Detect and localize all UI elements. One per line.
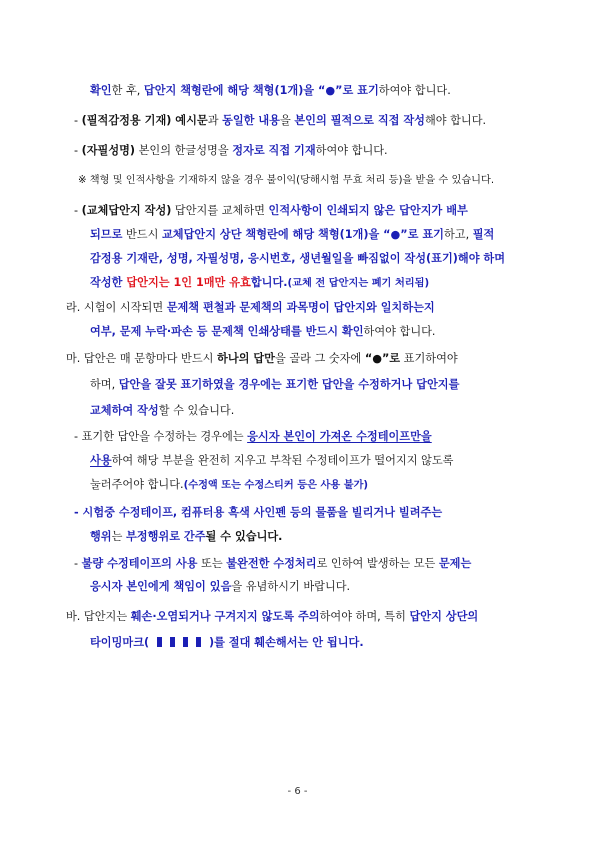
instruction-line: [90, 84, 451, 98]
highlight-text: 훼손·오염되거나 구겨지지 않도록 주의: [130, 610, 320, 623]
body-text: 반드시: [122, 228, 162, 241]
body-text: 하여야 합니다.: [363, 325, 436, 338]
highlight-text: 교체하여 작성: [90, 404, 159, 417]
highlight-text: (교체 전 답안지는 폐기 처리됨): [287, 278, 430, 289]
body-text: 을 골라 그 숫자에: [274, 352, 365, 365]
bold-text: 하나의 답만: [217, 352, 275, 365]
highlight-text: 교체답안지 상단 책형란에 해당 책형(1개)을 “●”로 표기: [161, 228, 444, 241]
body-text: 할 수 있습니다.: [158, 404, 235, 417]
body-text: 한 후,: [111, 84, 144, 97]
section-line: [66, 352, 458, 366]
underlined-highlight-text: 응시자 본인이 가져온 수정테이프만을: [247, 430, 432, 443]
section-line: [66, 610, 478, 624]
section-line: [66, 301, 435, 315]
body-text: 바. 답안지는: [66, 610, 131, 623]
body-text: 하여야 하며, 특히: [319, 610, 410, 623]
instruction-line: [90, 530, 282, 544]
highlight-text: 문제는: [438, 557, 472, 570]
body-text: 하고,: [443, 228, 473, 241]
body-text: 과: [207, 114, 223, 127]
highlight-text: 동일한 내용: [222, 114, 280, 127]
note-text: ※ 책형 및 인적사항을 기재하지 않을 경우 불이익(당해시험 무효 처리 등)을 받을 수 있습니다.: [78, 175, 495, 186]
highlight-text: (수정액 또는 수정스티커 등은 사용 불가): [183, 480, 369, 491]
highlight-text: 부정행위로 간주: [126, 530, 206, 543]
highlight-text: 응시자 본인에게 책임이 있음: [90, 580, 232, 593]
highlight-text: 확인: [90, 84, 112, 97]
bold-text: 될 수 있습니다.: [205, 530, 283, 543]
bullet-dash: -: [74, 204, 82, 217]
underlined-highlight-text: 사용: [90, 454, 112, 467]
bullet-dash: -: [74, 114, 82, 127]
bullet-dash: -: [74, 557, 82, 570]
highlight-text: 답안지 상단의: [409, 610, 479, 623]
bold-text: (필적감정용 기재) 예시문: [81, 114, 208, 127]
body-text: 하여야 합니다.: [315, 144, 388, 157]
body-text: 마. 답안은 매 문항마다 반드시: [66, 352, 218, 365]
highlight-text: 인적사항이 인쇄되지 않은 답안지가 배부: [268, 204, 468, 217]
body-text: 는: [111, 530, 126, 543]
body-text: 눌러주어야 합니다.: [90, 478, 184, 491]
instruction-line: [74, 144, 388, 158]
bold-text: “●”로: [364, 352, 401, 365]
body-text: 하여 해당 부분을 완전히 지우고 부착된 수정테이프가 떨어지지 않도록: [111, 454, 454, 467]
timing-mark-icon: [153, 636, 205, 649]
highlight-text: 행위: [90, 530, 112, 543]
highlight-text: 되므로: [90, 228, 123, 241]
instruction-line: [90, 580, 350, 594]
highlight-text: 본인의 필적으로 직접 작성: [294, 114, 425, 127]
body-text: 하며,: [90, 378, 119, 391]
instruction-line: [74, 114, 486, 128]
instruction-line: [90, 276, 429, 291]
instruction-line: [90, 228, 494, 242]
instruction-line: [74, 204, 468, 218]
section-line: [90, 325, 436, 339]
highlight-text: 필적: [472, 228, 495, 241]
instruction-line: [74, 506, 442, 520]
section-line: [90, 636, 364, 650]
body-text: 표기하여야: [400, 352, 458, 365]
note-line: [78, 174, 494, 188]
body-text: 로 인하여 발생하는 모든: [316, 557, 439, 570]
highlight-text: 불량 수정테이프의 사용: [81, 557, 198, 570]
highlight-text: 감정용 기재란, 성명, 자필성명, 응시번호, 생년월일을 빠짐없이 작성(표기)해야 하며: [90, 252, 506, 265]
instruction-line: [90, 454, 453, 468]
highlight-text: 타이밍마크(: [90, 636, 150, 649]
body-text: 라. 시험이 시작되면: [66, 301, 167, 314]
highlight-text: 문제책 편철과 문제책의 과목명이 답안지와 일치하는지: [166, 301, 435, 314]
body-text: 하여야 합니다.: [378, 84, 451, 97]
instruction-line: [90, 478, 368, 493]
highlight-text: )를 절대 훼손해서는 안 됩니다.: [208, 636, 364, 649]
section-line: [90, 404, 234, 418]
highlight-text: 답안지 책형란에 해당 책형(1개)을 “●”로 표기: [143, 84, 379, 97]
instruction-line: [90, 252, 505, 266]
body-text: 본인의 한글성명을: [135, 144, 233, 157]
highlight-text: 여부, 문제 누락·파손 등 문제책 인쇄상태를 반드시 확인: [90, 325, 364, 338]
body-text: 답안지를 교체하면: [171, 204, 269, 217]
warning-text: 답안지는 1인 1매만 유효: [126, 276, 251, 289]
highlight-text: 불완전한 수정처리: [226, 557, 317, 570]
page-number: - 6 -: [287, 786, 308, 797]
body-text: 해야 합니다.: [424, 114, 487, 127]
body-text: - 표기한 답안을 수정하는 경우에는: [74, 430, 248, 443]
instruction-line: [74, 557, 471, 571]
highlight-text: - 시험중 수정테이프, 컴퓨터용 흑색 사인펜 등의 물품을 빌리거나 빌려주는: [74, 506, 443, 519]
bold-text: (자필성명): [81, 144, 136, 157]
highlight-text: 합니다.: [250, 276, 288, 289]
section-line: [90, 378, 459, 392]
highlight-text: 정자로 직접 기재: [232, 144, 316, 157]
bullet-dash: -: [74, 144, 82, 157]
instruction-line: [74, 430, 432, 444]
body-text: 또는: [197, 557, 227, 570]
body-text: 을 유념하시기 바랍니다.: [231, 580, 351, 593]
body-text: 을: [280, 114, 295, 127]
highlight-text: 답안을 잘못 표기하였을 경우에는 표기한 답안을 수정하거나 답안지를: [118, 378, 460, 391]
highlight-text: 작성한: [90, 276, 127, 289]
bold-text: (교체답안지 작성): [81, 204, 172, 217]
